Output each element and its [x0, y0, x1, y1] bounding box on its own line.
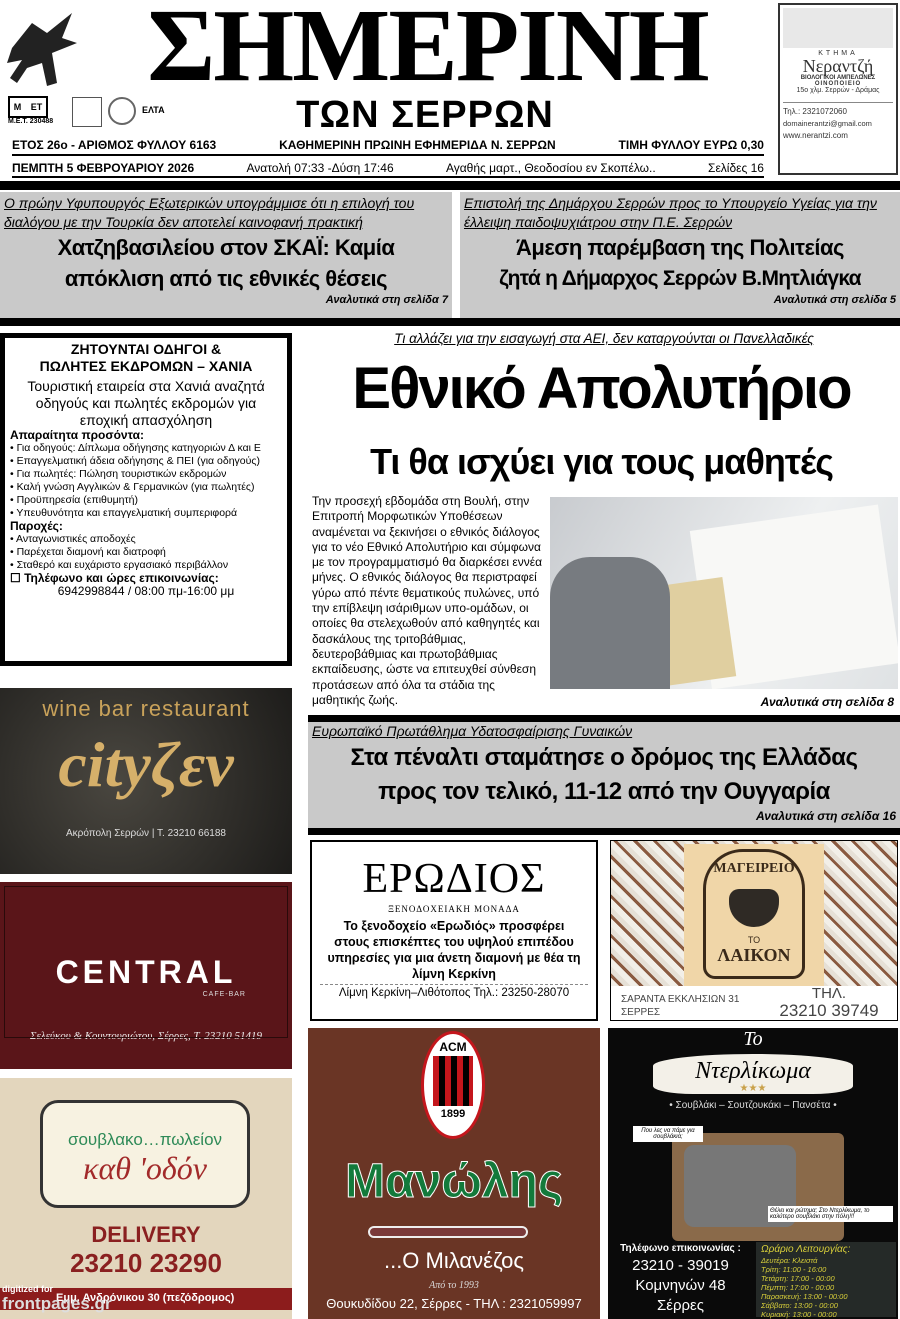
badge-text: ACM	[439, 1040, 467, 1054]
met-letter: Μ	[13, 102, 22, 112]
stars-icon: ★★★	[739, 1083, 767, 1094]
title-text: ΣΗΜΕΡΙΝΗ	[147, 0, 708, 103]
contact-title: ☐ Τηλέφωνο και ώρες επικοινωνίας:	[10, 571, 219, 585]
hours-item: Πέμπτη: 17:00 - 00:00	[761, 1283, 835, 1292]
job-ad-intro: Τουριστική εταιρεία στα Χανιά αναζητά οδηγούς και πωλητές εκδρομών για εποχική απασχόληση	[27, 378, 265, 428]
subtitle-text: ΤΩΝ ΣΕΡΡΩΝ	[296, 94, 554, 136]
page-count: Σελίδες 16	[708, 161, 764, 175]
requirement-item: • Υπευθυνότητα και επαγγελματική συμπεριφορά	[10, 507, 238, 519]
ad-brand: ΛΑΙΚΟΝ	[717, 945, 791, 965]
divider	[308, 715, 900, 722]
met-letter: ΕΤ	[30, 102, 43, 112]
tv-illustration-icon	[672, 1133, 844, 1241]
read-more-link[interactable]: Αναλυτικά στη σελίδα 8	[760, 695, 894, 709]
requirements-title: Απαραίτητα προσόντα:	[10, 428, 144, 442]
paper-description: ΚΑΘΗΜΕΡΙΝΗ ΠΡΩΙΝΗ ΕΦΗΜΕΡΙΔΑ Ν. ΣΕΡΡΩΝ	[279, 138, 556, 152]
ad-brand: Ντερλίκωμα	[695, 1058, 811, 1084]
ad-brand: ΜΑΓΕΙΡΕΙΟ	[713, 861, 795, 876]
ad-address: ΣΕΡΡΕΣ	[621, 1007, 661, 1018]
speech-bubble: Που λες να πάμε για σουβλάκια;	[633, 1126, 703, 1142]
issue-date: ΠΕΜΠΤΗ 5 ΦΕΒΡΟΥΑΡΙΟΥ 2026	[12, 161, 195, 175]
ad-brand: CENTRAL	[55, 954, 237, 990]
badge-text: 1899	[440, 1108, 466, 1120]
hours-item: Παρασκευή: 13:00 - 00:00	[761, 1292, 848, 1301]
ad-footer: Θουκυδίδου 22, Σέρρες - ΤΗΛ : 2321059997	[326, 1296, 582, 1311]
divider	[308, 828, 900, 835]
requirement-item: • Για οδηγούς: Δίπλωμα οδήγησης κατηγοριών Δ και Ε	[10, 442, 261, 454]
subhead-text: Τι θα ισχύει για τους μαθητές	[370, 441, 833, 482]
pegasus-logo-icon	[2, 8, 80, 88]
ad-delivery: DELIVERY	[91, 1222, 201, 1247]
ad-footer: Ακρόπολη Σερρών | Τ. 23210 66188	[65, 828, 226, 839]
watermark: digitized for	[2, 1284, 53, 1294]
ad-brand: ΕΡΩΔΙΟΣ	[362, 856, 546, 902]
ad-tagline: σουβλακο…πωλείον	[67, 1130, 223, 1149]
ad-tagline: CAFE-BAR	[202, 991, 246, 998]
offer-item: • Παρέχεται διαμονή και διατροφή	[10, 546, 166, 558]
ac-milan-badge-icon	[421, 1031, 485, 1139]
nterlikoma-ad[interactable]	[608, 1028, 898, 1319]
watermark: frontpages.gr	[2, 1294, 112, 1313]
hours-item: Τρίτη: 11:00 - 16:00	[761, 1265, 827, 1274]
ad-brand: καθ 'οδόν	[83, 1150, 207, 1186]
main-body-text: Την προσεχή εβδομάδα στη Βουλή, στην Επιτροπή Μορφωτικών Υποθέσεων αναμένεται να ξεκινήσει ο εθνικός διάλογος για το νέο Εθνικό Απολυτήριο και σύμφωνα με τον προγραμματισμό θα διαρκέσει εννέα μήνες. Ο εθνικός διάλογος θα περιστραφεί γύρω από πέντε θεματικούς πυλώνες, υπό την επίβλεψη ισάριθμων υπο-ομάδων, οι οποίες θα στελεχωθούν από καθηγητές και δασκάλους της τριτοβάθμιας, δευτεροβάθμιας και πρωτοβάθμιας εκπαίδευσης, ώστε να επιτευχθεί σύνθεση προτάσεων από όλα τα στάδια της μαθητικής ζωής.	[312, 494, 543, 707]
ad-tagline: ΞΕΝΟΔΟΧΕΙΑΚΗ ΜΟΝΑΔΑ	[388, 904, 520, 914]
offer-item: • Σταθερό και ευχάριστο εργασιακό περιβάλλον	[10, 559, 229, 571]
sunrise-sunset: Ανατολή 07:33 -Δύση 17:46	[246, 161, 394, 175]
manolis-ad[interactable]	[308, 1028, 600, 1319]
read-more-link[interactable]: Αναλυτικά στη σελίδα 16	[755, 809, 896, 823]
winery-ktima: ΚΤΗΜΑ	[818, 50, 858, 57]
kicker-text: Τι αλλάζει για την εισαγωγή στα ΑΕΙ, δεν καταργούνται οι Πανελλαδικές	[394, 331, 814, 346]
hours-item: Κυριακή: 13:00 - 00:00	[761, 1310, 837, 1319]
ad-footer: Σελεύκου & Κουντουριώτου, Σέρρες, Τ. 23210 51419	[29, 1030, 263, 1042]
hours-title: Ωράριο Λειτουργίας:	[761, 1244, 851, 1255]
hours-item: Δευτέρα: Κλειστά	[761, 1256, 818, 1265]
contact-phone[interactable]: 6942998844 / 08:00 πμ-16:00 μμ	[57, 584, 235, 598]
story-headline: προς τον τελικό, 11-12 από την Ουγγαρία	[378, 778, 830, 805]
winery-ad[interactable]	[778, 3, 898, 175]
ad-text: Το ξενοδοχείο «Ερωδιός» προσφέρει στους επισκέπτες του υψηλού επιπέδου υπηρεσίες για μια άνετη διαμονή με θέα τη λίμνη Κερκίνη	[320, 914, 588, 985]
story-kicker: Ευρωπαϊκό Πρωτάθλημα Υδατοσφαίρισης Γυναικών	[312, 723, 633, 739]
ad-address: Κομνηνών 48	[635, 1277, 726, 1294]
winery-email[interactable]: domainerantzi@gmail.com	[783, 119, 872, 128]
story-kicker: Ο πρώην Υφυπουργός Εξωτερικών υπογράμμισε ότι η επιλογή του διαλόγου με την Τουρκία δεν αποτελεί καινοφανή πρακτική	[4, 195, 415, 230]
seal-icon	[108, 97, 136, 125]
ad-since: Από το 1993	[429, 1280, 479, 1291]
masthead-subtitle	[255, 94, 595, 136]
ad-brand: ΤΟ	[747, 935, 761, 945]
erodios-ad[interactable]	[310, 840, 598, 1021]
story-left[interactable]	[0, 192, 452, 318]
winery-phone: Τηλ.: 2321072060	[783, 107, 847, 116]
postage-stamp-icon	[72, 97, 102, 127]
ad-footer: Λίμνη Κερκίνη–Λιθότοπος Τηλ.: 23250-28070	[338, 987, 570, 999]
headline-text: Εθνικό Απολυτήριο	[352, 356, 851, 421]
story-kicker: Επιστολή της Δημάρχου Σερρών προς το Υπουργείο Υγείας για την έλλειψη παιδοψυχιάτρου στην Π.Ε. Σερρών	[464, 195, 877, 230]
offer-item: • Ανταγωνιστικές αποδοχές	[10, 533, 136, 545]
job-ad[interactable]	[0, 333, 292, 666]
winery-address: 15ο χλμ. Σερρών - Δράμας	[783, 87, 893, 103]
ad-brand: Μανώλης	[345, 1155, 563, 1208]
ad-tel-label: ΤΗΛ.	[811, 985, 847, 1002]
ad-tagline: ...Ο Μιλανέζος	[383, 1248, 525, 1273]
sports-story[interactable]	[308, 722, 900, 828]
main-headline[interactable]	[305, 350, 898, 428]
ad-brand: cityζεν	[58, 729, 234, 800]
cityzen-ad[interactable]	[0, 688, 292, 874]
skewer-icon	[368, 1226, 528, 1238]
read-more-link[interactable]: Αναλυτικά στη σελίδα 7	[325, 294, 448, 306]
winery-web[interactable]: www.nerantzi.com	[783, 131, 848, 140]
student-exam-photo	[550, 497, 898, 689]
requirement-item: • Για πωλητές: Πώληση τουριστικών εκδρομών	[10, 468, 227, 480]
ad-address: Εμμ. Ανδρόνικου 30 (πεζόδρομος)	[0, 1288, 292, 1310]
central-ad[interactable]	[0, 882, 292, 1069]
ad-tagline: wine bar restaurant	[42, 696, 250, 721]
winery-name: Νεραντζή	[802, 56, 874, 76]
price: ΤΙΜΗ ΦΥΛΛΟΥ ΕΥΡΩ 0,30	[618, 138, 764, 152]
masthead-info-line-1	[12, 138, 764, 156]
requirement-item: • Προϋπηρεσία (επιθυμητή)	[10, 494, 138, 506]
issue-number: ΕΤΟΣ 26ο - ΑΡΙΘΜΟΣ ΦΥΛΛΟΥ 6163	[12, 138, 217, 152]
job-ad-title: ΠΩΛΗΤΕΣ ΕΚΔΡΟΜΩΝ – ΧΑΝΙΑ	[39, 358, 253, 374]
met-logo	[8, 96, 54, 125]
job-ad-title: ΖΗΤΟΥΝΤΑΙ ΟΔΗΓΟΙ &	[70, 341, 222, 357]
story-headline: Στα πέναλτι σταμάτησε ο δρόμος της Ελλάδας	[350, 744, 858, 771]
kathodon-ad[interactable]	[0, 1078, 292, 1319]
ad-address: ΣΑΡΑΝΤΑ ΕΚΚΛΗΣΙΩΝ 31	[621, 994, 740, 1005]
story-headline: Άμεση παρέμβαση της Πολιτείας	[515, 235, 844, 260]
story-headline: απόκλιση από τις εθνικές θέσεις	[64, 266, 388, 291]
name-days: Αγαθής μαρτ., Θεοδοσίου εν Σκοπέλω..	[445, 161, 656, 175]
main-subhead	[305, 436, 898, 488]
hours-item: Σάββατο: 13:00 - 00:00	[761, 1301, 838, 1310]
main-kicker	[310, 329, 898, 348]
winery-line: ΟΙΝΟΠΟΙΕΙΟ	[814, 81, 862, 87]
ad-phone[interactable]: 23210 39749	[779, 1001, 879, 1020]
elta-logo: ΕΛΤΑ	[142, 105, 165, 115]
ad-tagline: • Σουβλάκι – Σουτζουκάκι – Πανσέτα •	[669, 1100, 837, 1111]
requirement-item: • Επαγγελματική άδεια οδήγησης & ΠΕΙ (για οδηγούς)	[10, 455, 260, 467]
story-headline: Χατζηβασιλείου στον ΣΚΑΪ: Καμία	[57, 235, 395, 260]
ad-brand: Το	[743, 1028, 763, 1050]
requirement-item: • Καλή γνώση Αγγλικών & Γερμανικών (για πωλητές)	[10, 481, 255, 493]
divider	[0, 318, 900, 326]
masthead-info-line-2	[12, 161, 764, 178]
ad-contact-label: Τηλέφωνο επικοινωνίας :	[620, 1243, 741, 1254]
masthead-title	[85, 0, 770, 103]
offers-title: Παροχές:	[10, 519, 63, 533]
story-right[interactable]	[460, 192, 900, 318]
divider	[0, 181, 900, 190]
ad-city: Σέρρες	[657, 1297, 704, 1314]
hours-item: Τετάρτη: 17:00 - 00:00	[761, 1274, 835, 1283]
mageireio-ad[interactable]	[610, 840, 898, 1021]
ad-phone[interactable]: 23210 - 39019	[632, 1257, 729, 1274]
winery-line: ΒΙΟΛΟΓΙΚΟΙ ΑΜΠΕΛΩΝΕΣ	[800, 75, 876, 81]
ad-phone[interactable]: 23210 23290	[70, 1248, 222, 1278]
speech-bubble: Θέλει και ρώτημα; Στο Ντερλίκωμα, το καλύτερο σουβλάκι στην πόλη!!!	[768, 1206, 893, 1222]
birds-illustration-icon	[783, 8, 893, 48]
story-headline: ζητά η Δήμαρχος Σερρών Β.Μητλιάγκα	[499, 267, 861, 290]
met-label: Μ.Ε.Τ. 230488	[8, 118, 54, 125]
read-more-link[interactable]: Αναλυτικά στη σελίδα 5	[773, 294, 896, 306]
